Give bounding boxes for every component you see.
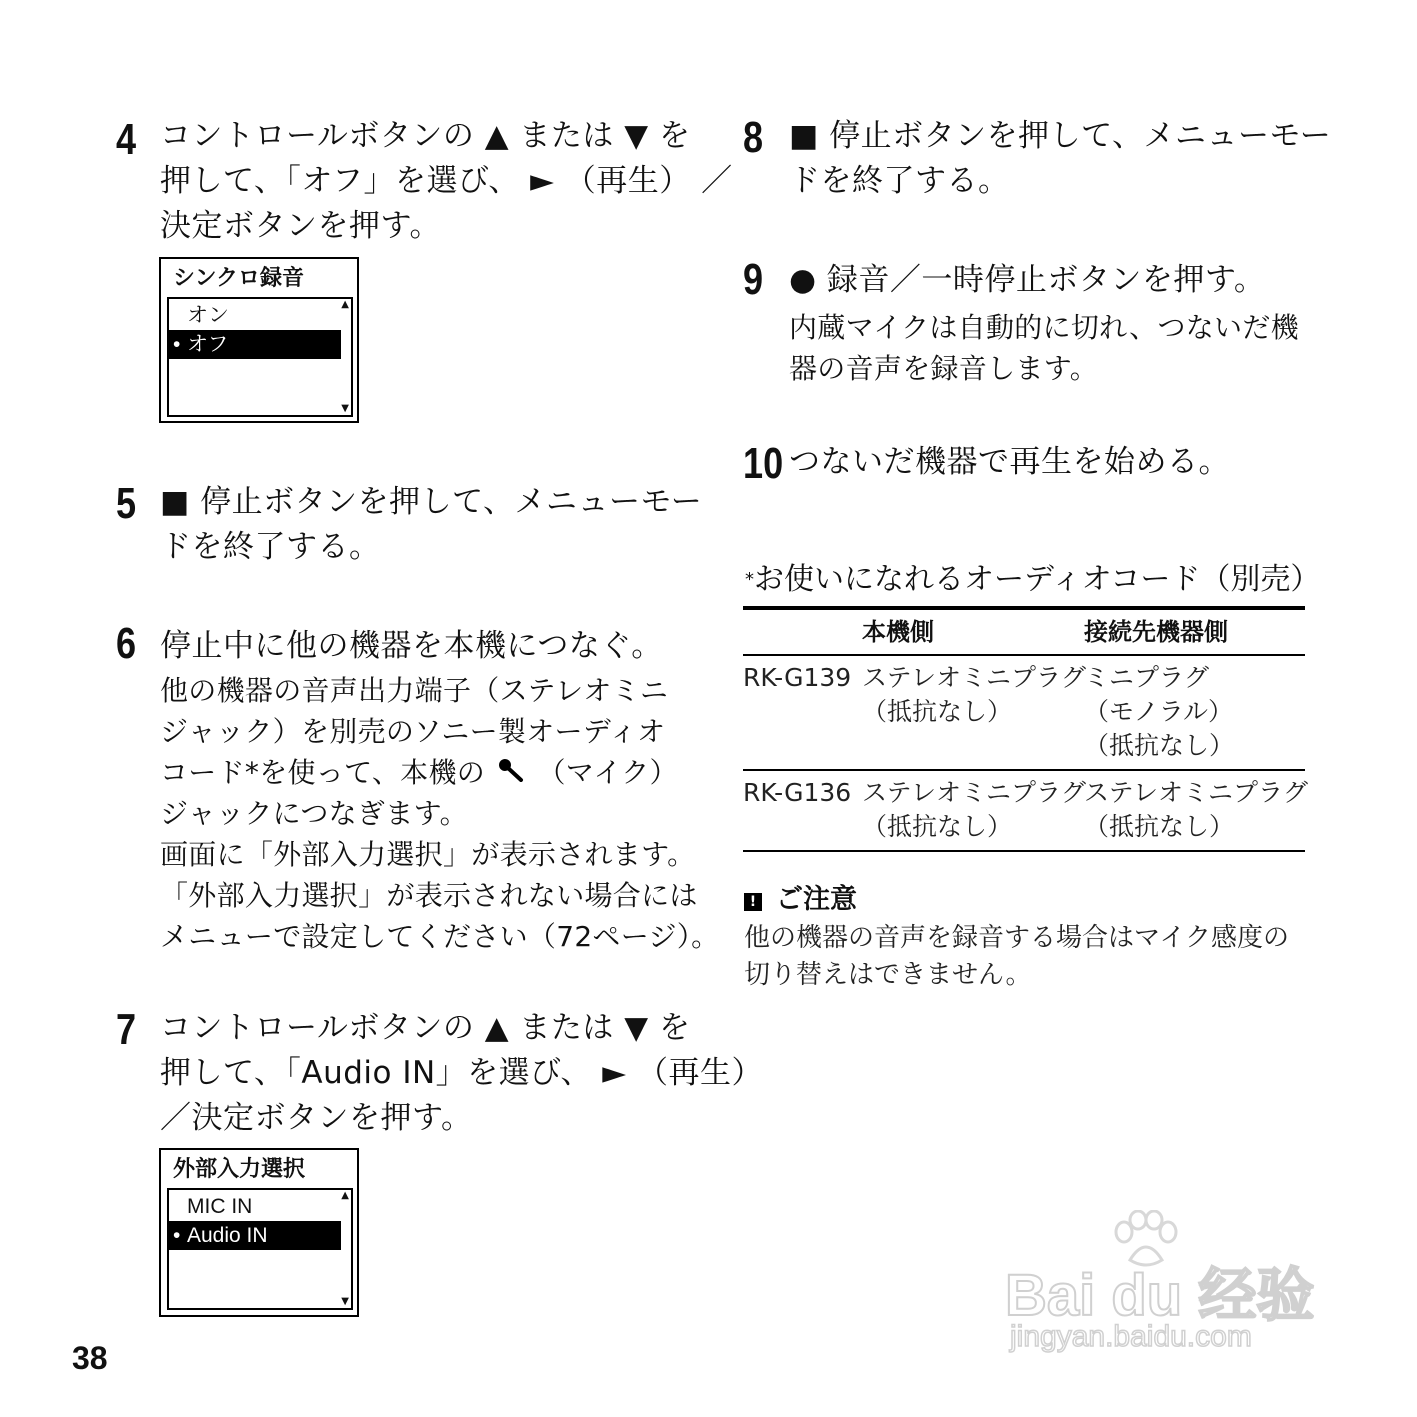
table-cell-device-side: [1084, 776, 1308, 844]
step-detail-line: 他の機器の音声出力端子（ステレオミニ: [160, 674, 669, 707]
table-cell-device-side: [1084, 661, 1234, 763]
step-number: 6: [116, 619, 137, 668]
bullet-icon: •: [173, 1224, 181, 1247]
table-top-rule: [743, 606, 1305, 610]
step-line: つないだ機器で再生を始める。: [789, 444, 1230, 480]
step-detail-line: [160, 752, 719, 793]
step-8-text: [789, 114, 1331, 204]
device-screen-external-input: [159, 1148, 359, 1317]
menu-item-mic-in: [169, 1192, 341, 1221]
menu-item-off-selected: [169, 330, 341, 359]
caution-heading: [744, 883, 857, 917]
screen-title: 外部入力選択: [173, 1157, 306, 1182]
screen-title: シンクロ録音: [173, 266, 305, 291]
step-detail-line: 器の音声を録音します。: [789, 352, 1099, 385]
menu-item-label: MIC IN: [187, 1195, 253, 1218]
step-detail-line: ジャックにつなぎます。: [160, 797, 468, 830]
table-row-rule: [743, 769, 1305, 771]
table-header-unit-side: 本機側: [862, 618, 934, 646]
step-detail-line: 内蔵マイクは自動的に切れ、つないだ機: [789, 311, 1299, 344]
step-detail-line: ジャック）を別売のソニー製オーディオ: [160, 715, 666, 748]
watermark-url: jingyan.baidu.com: [1010, 1320, 1252, 1353]
cell-line: （モノラル）: [1084, 697, 1234, 726]
caution-line: 他の機器の音声を録音する場合はマイク感度の: [744, 923, 1289, 953]
cell-line: ステレオミニプラグ: [862, 663, 1087, 692]
step-5-text: [160, 480, 702, 570]
menu-item-on: [169, 301, 341, 330]
step-line: ■ 停止ボタンを押して、メニューモー: [789, 118, 1332, 154]
step-number: 10: [743, 439, 784, 488]
table-cell-model: RK-G139: [743, 663, 852, 692]
step-number: 8: [743, 113, 764, 162]
table-title-text: お使いになれるオーディオコード（別売）: [754, 562, 1321, 597]
caution-heading-text: ご注意: [776, 884, 857, 915]
step-number: 5: [116, 479, 137, 528]
caution-icon: !: [744, 893, 762, 911]
scroll-down-icon: ▼: [341, 403, 349, 414]
step-detail-line: メニューで設定してください（72ページ）。: [160, 920, 720, 953]
menu-item-label: オフ: [187, 333, 229, 356]
step-number: 7: [116, 1005, 137, 1054]
cell-line: （抵抗なし）: [1084, 731, 1235, 760]
scroll-up-icon: ▲: [341, 299, 349, 310]
step-6-details: [160, 670, 719, 957]
cell-line: （抵抗なし）: [1084, 812, 1235, 841]
step-9-text: [789, 258, 1265, 303]
menu-item-label: Audio IN: [187, 1224, 268, 1247]
step-number: 4: [116, 115, 137, 164]
step-line: ／決定ボタンを押す。: [160, 1100, 473, 1136]
table-header-rule: [743, 654, 1305, 656]
step-line: 押して、「オフ」を選び、 ► （再生） ／: [160, 163, 733, 199]
footnote-mark: *: [745, 569, 754, 590]
step-7-text: [160, 1006, 763, 1141]
step-line: 決定ボタンを押す。: [160, 208, 442, 244]
table-cell-model: RK-G136: [743, 778, 852, 807]
step-line: 停止中に他の機器を本機につなぐ。: [160, 628, 663, 664]
step-line: コントロールボタンの ▲ または ▼ を: [160, 1010, 691, 1046]
bullet-icon: •: [173, 333, 181, 356]
step-detail-text: （マイク）: [537, 756, 678, 789]
step-line: 押して、「Audio IN」を選び、 ► （再生）: [160, 1055, 763, 1091]
scroll-up-icon: ▲: [341, 1190, 349, 1201]
cell-line: ミニプラグ: [1084, 663, 1210, 692]
step-9-details: [789, 307, 1299, 389]
cell-line: （抵抗なし）: [862, 697, 1013, 726]
watermark-logo-text: Bai du 经验: [1005, 1263, 1315, 1328]
step-6-text: [160, 624, 663, 669]
table-bottom-rule: [743, 850, 1305, 852]
table-title: [745, 560, 1320, 600]
baidu-watermark: [1005, 1210, 1335, 1370]
step-number: 9: [743, 255, 764, 304]
step-10-text: [789, 440, 1230, 485]
scroll-down-icon: ▼: [341, 1296, 349, 1307]
step-detail-line: 画面に「外部入力選択」が表示されます。: [160, 838, 696, 871]
step-line: ドを終了する。: [789, 163, 1010, 199]
menu-item-label: オン: [187, 304, 229, 327]
caution-body: [744, 920, 1289, 994]
table-header-device-side: 接続先機器側: [1084, 618, 1228, 646]
screen-menu-list: [167, 1188, 353, 1310]
cell-line: （抵抗なし）: [862, 812, 1013, 841]
step-detail-text: コード*を使って、本機の: [160, 756, 486, 789]
table-cell-unit-side: [862, 776, 1086, 844]
step-line: ■ 停止ボタンを押して、メニューモー: [160, 484, 703, 520]
caution-line: 切り替えはできません。: [744, 960, 1032, 990]
step-line: コントロールボタンの ▲ または ▼ を: [160, 118, 691, 154]
page-number: 38: [72, 1340, 108, 1376]
step-line: ドを終了する。: [160, 529, 381, 565]
step-detail-line: 「外部入力選択」が表示されない場合には: [160, 879, 698, 912]
cell-line: ステレオミニプラグ: [1084, 778, 1309, 807]
table-cell-unit-side: [862, 661, 1086, 729]
screen-menu-list: [167, 297, 353, 417]
menu-item-audio-in-selected: [169, 1221, 341, 1250]
device-screen-synchro-recording: [159, 257, 359, 423]
step-line: ● 録音／一時停止ボタンを押す。: [789, 262, 1266, 298]
step-4-text: [160, 114, 733, 249]
cell-line: ステレオミニプラグ: [862, 778, 1087, 807]
microphone-icon: [494, 752, 528, 793]
